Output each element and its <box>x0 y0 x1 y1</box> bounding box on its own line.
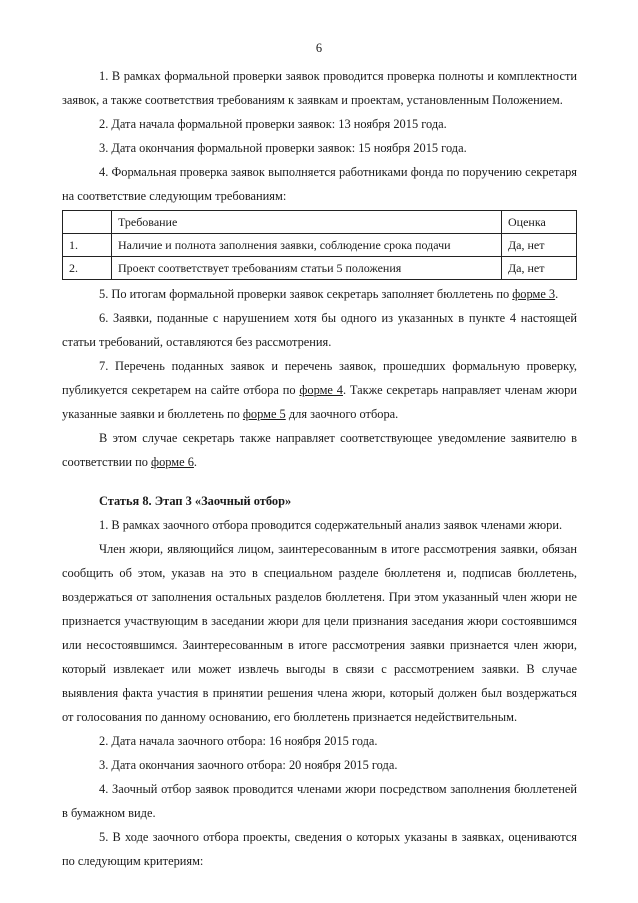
table-header-cell <box>63 211 112 234</box>
table-cell: Да, нет <box>502 257 577 280</box>
table-cell: Проект соответствует требованиям статьи 5 положения <box>112 257 502 280</box>
paragraph: 2. Дата начала формальной проверки заявок: 13 ноября 2015 года. <box>99 117 447 131</box>
page-number: 6 <box>315 41 323 55</box>
paragraph: В этом случае секретарь также направляет соответствующее уведомление заявителю в соответствии по форме 6. <box>62 431 577 469</box>
requirements-table <box>62 210 577 280</box>
paragraph: 4. Формальная проверка заявок выполняется работниками фонда по поручению секретаря на соответствие следующим требованиям: <box>62 165 577 203</box>
form-5-link[interactable]: форме 5 <box>242 407 286 421</box>
table-row <box>63 234 577 257</box>
paragraph: 2. Дата начала заочного отбора: 16 ноября 2015 года. <box>99 734 378 748</box>
table-cell: 1. <box>63 234 112 257</box>
article-heading: Статья 8. Этап 3 «Заочный отбор» <box>99 494 292 508</box>
table-row <box>63 257 577 280</box>
paragraph: 4. Заочный отбор заявок проводится членами жюри посредством заполнения бюллетеней в бумажном виде. <box>62 782 577 820</box>
form-6-link[interactable]: форме 6 <box>151 455 194 469</box>
paragraph: 3. Дата окончания заочного отбора: 20 ноября 2015 года. <box>99 758 398 772</box>
paragraph: 6. Заявки, поданные с нарушением хотя бы одного из указанных в пункте 4 настоящей статьи требований, оставляются без рассмотрения. <box>62 311 577 349</box>
table-header-row <box>63 211 577 234</box>
form-4-link[interactable]: форме 4 <box>299 383 343 397</box>
form-3-link[interactable]: форме 3 <box>512 287 556 301</box>
table-cell: Да, нет <box>502 234 577 257</box>
paragraph: 3. Дата окончания формальной проверки заявок: 15 ноября 2015 года. <box>99 141 467 155</box>
paragraph: 5. По итогам формальной проверки заявок секретарь заполняет бюллетень по форме 3. <box>99 287 559 301</box>
table-header-cell: Требование <box>112 211 502 234</box>
table-cell: 2. <box>63 257 112 280</box>
table-header-cell: Оценка <box>502 211 577 234</box>
paragraph: 1. В рамках формальной проверки заявок проводится проверка полноты и комплектности заявок, а также соответствия требованиям к заявкам и проектам, установленным Положением. <box>62 69 577 107</box>
paragraph: 7. Перечень поданных заявок и перечень заявок, прошедших формальную проверку, публикуется секретарем на сайте отбора по форме 4. Также секретарь направляет членам жюри указанные заявки и бюллетень по форме 5 для заочного отбора. <box>62 359 577 421</box>
document-body <box>62 64 577 873</box>
table-cell: Наличие и полнота заполнения заявки, соблюдение срока подачи <box>112 234 502 257</box>
paragraph: Член жюри, являющийся лицом, заинтересованным в итоге рассмотрения заявки, обязан сообщить об этом, указав на это в специальном разделе бюллетеня и, подписав бюллетень, воздержаться от заполнения остальных разделов бюллетеня. При этом указанный член жюри не признается участвующим в заседании жюри для цели признания заседания жюри состоявшимся или несостоявшимся. Заинтересованным в итоге рассмотрения заявки признается член жюри, который извлекает или может извлечь выгоды в связи с рассмотрением заявки. В случае выявления факта участия в принятии решения члена жюри, который должен был воздержаться от голосования по данному основанию, его бюллетень признается недействительным. <box>62 542 577 724</box>
paragraph: 5. В ходе заочного отбора проекты, сведения о которых указаны в заявках, оцениваются по следующим критериям: <box>62 830 577 868</box>
paragraph: 1. В рамках заочного отбора проводится содержательный анализ заявок членами жюри. <box>99 518 563 532</box>
